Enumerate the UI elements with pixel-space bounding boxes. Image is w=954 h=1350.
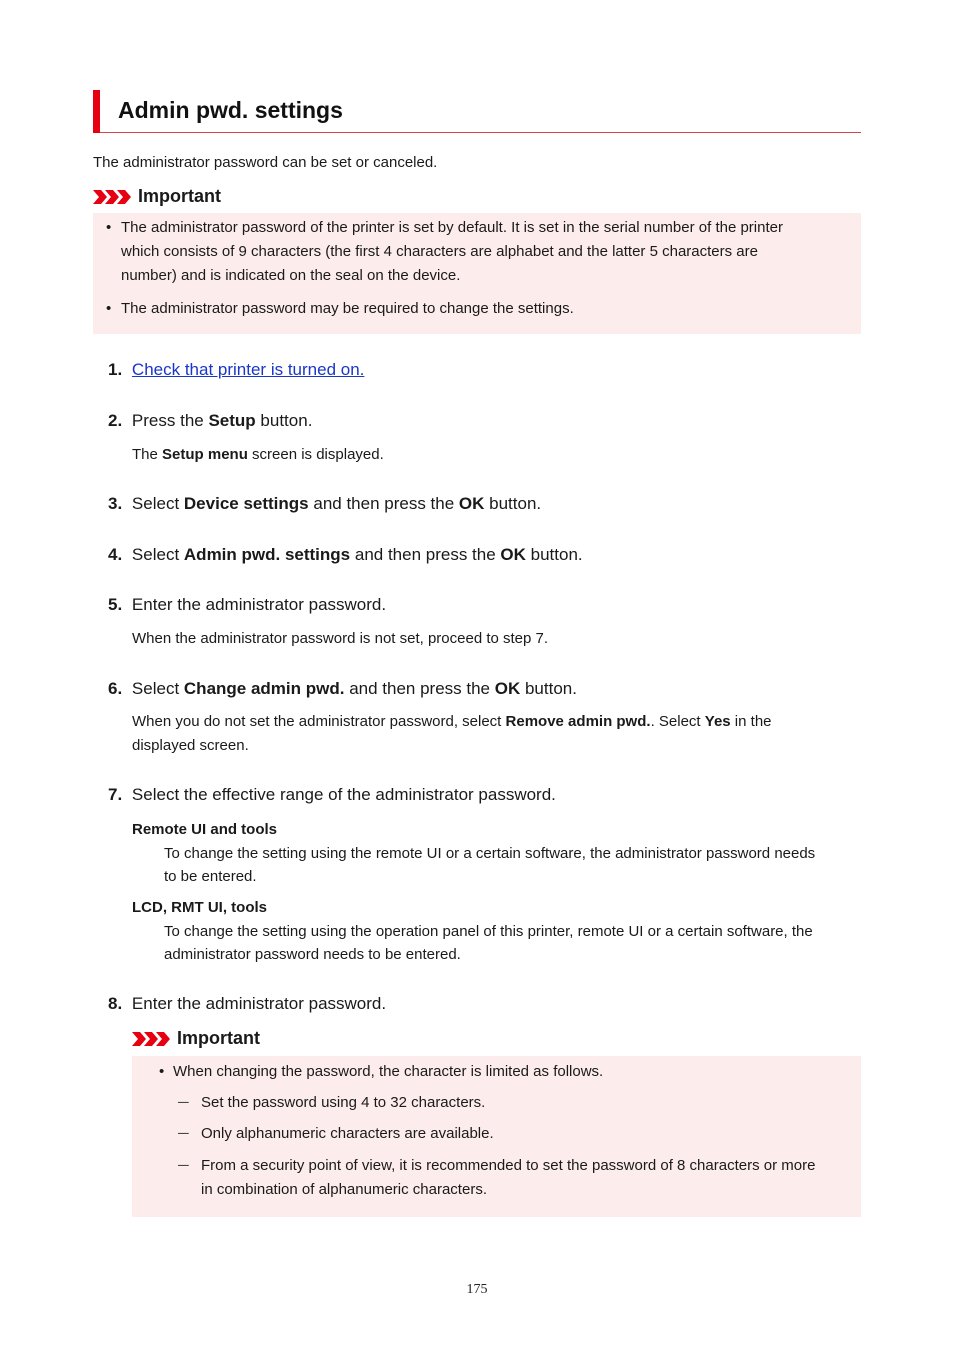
step-text: Select the effective range of the administrator password. (131, 785, 556, 804)
step-text-bold: OK (500, 545, 526, 564)
step-text: Select (131, 494, 184, 513)
intro-text: The administrator password can be set or canceled. (93, 154, 438, 171)
step-text-bold: Device settings (183, 494, 309, 513)
step-text-bold: Change admin pwd. (183, 679, 345, 698)
option-remote-ui-desc (164, 842, 815, 888)
important-label: Important (138, 186, 222, 206)
step-number: 8. (108, 994, 123, 1013)
bullet-line: number) and is indicated on the seal on the device. (121, 267, 461, 284)
step-4 (108, 545, 583, 565)
step-2 (108, 411, 312, 431)
note-text-bold: Setup menu (162, 446, 248, 463)
step-text-bold: Setup (208, 411, 256, 430)
step-text-bold: Admin pwd. settings (183, 545, 351, 564)
important-arrows-icon (132, 1030, 172, 1048)
check-printer-link[interactable]: Check that printer is turned on. (131, 360, 365, 379)
note-text-bold: Yes (704, 713, 731, 730)
step-number: 3. (108, 494, 123, 513)
step-5-note: When the administrator password is not set, proceed to step 7. (132, 630, 549, 647)
step-text-bold: OK (458, 494, 485, 513)
step-text: Enter the administrator password. (131, 994, 387, 1013)
step-number: 1. (108, 360, 123, 379)
desc-line: To change the setting using the operation panel of this printer, remote UI or a certain software, the (164, 923, 813, 940)
important-header (93, 186, 221, 207)
step-1 (108, 360, 364, 380)
item-line: From a security point of view, it is recommended to set the password of 8 characters or more (201, 1157, 816, 1174)
step-6-note (132, 710, 772, 758)
page-title: Admin pwd. settings (118, 97, 343, 123)
step-text: button. (484, 494, 542, 513)
limit-item-3 (201, 1154, 815, 1202)
note-text: displayed screen. (132, 737, 249, 754)
step-text: Press the (131, 411, 209, 430)
step-text: Enter the administrator password. (131, 595, 387, 614)
step-number: 2. (108, 411, 123, 430)
important-bullet-dot: • (106, 300, 112, 317)
important-arrows-icon (93, 188, 133, 206)
important-label: Important (177, 1028, 261, 1048)
desc-line: administrator password needs to be entered. (164, 946, 461, 963)
step-number: 4. (108, 545, 123, 564)
limit-item-2: Only alphanumeric characters are available. (201, 1125, 494, 1142)
option-remote-ui-title: Remote UI and tools (132, 821, 278, 838)
option-lcd-desc (164, 920, 813, 966)
important-bullet-dot: • (106, 219, 112, 236)
step-text: Select (131, 545, 184, 564)
note-text: in the (730, 713, 772, 730)
note-text: . Select (650, 713, 705, 730)
step-text: and then press the (308, 494, 459, 513)
step-6 (108, 679, 577, 699)
important2-bullet: When changing the password, the character is limited as follows. (173, 1063, 604, 1080)
step-text: and then press the (350, 545, 501, 564)
dash-marker: ─ (178, 1125, 189, 1142)
important-bullet-dot: • (159, 1063, 165, 1080)
note-text: screen is displayed. (247, 446, 384, 463)
note-text: The (132, 446, 163, 463)
option-lcd-title: LCD, RMT UI, tools (132, 899, 267, 916)
limit-item-1: Set the password using 4 to 32 characters. (201, 1094, 486, 1111)
note-text: When you do not set the administrator password, select (132, 713, 506, 730)
step-text: button. (255, 411, 313, 430)
step-8 (108, 994, 386, 1014)
item-line: in combination of alphanumeric characters. (201, 1181, 487, 1198)
step-text: button. (520, 679, 577, 698)
step-3 (108, 494, 541, 514)
important-bullet-1 (121, 216, 783, 288)
desc-line: To change the setting using the remote UI or a certain software, the administrator password needs (164, 845, 816, 862)
step-number: 7. (108, 785, 123, 804)
title-accent-bar (93, 90, 100, 133)
step-text: and then press the (344, 679, 495, 698)
dash-marker: ─ (178, 1157, 189, 1174)
desc-line: to be entered. (164, 868, 257, 885)
step-5 (108, 595, 386, 615)
important-header-2 (132, 1028, 260, 1049)
step-text: Select (131, 679, 184, 698)
title-underline (100, 132, 861, 133)
step-text-bold: OK (494, 679, 521, 698)
step-number: 6. (108, 679, 123, 698)
step-7 (108, 785, 556, 805)
dash-marker: ─ (178, 1094, 189, 1111)
step-text: button. (525, 545, 583, 564)
note-text-bold: Remove admin pwd. (505, 713, 651, 730)
step-2-note (132, 443, 384, 467)
bullet-line: The administrator password of the printer is set by default. It is set in the serial number of the printer (121, 219, 783, 236)
important-bullet-2: The administrator password may be required to change the settings. (121, 300, 574, 317)
step-number: 5. (108, 595, 123, 614)
bullet-line: which consists of 9 characters (the first 4 characters are alphabet and the latter 5 characters are (121, 243, 758, 260)
page-number: 175 (466, 1282, 488, 1297)
